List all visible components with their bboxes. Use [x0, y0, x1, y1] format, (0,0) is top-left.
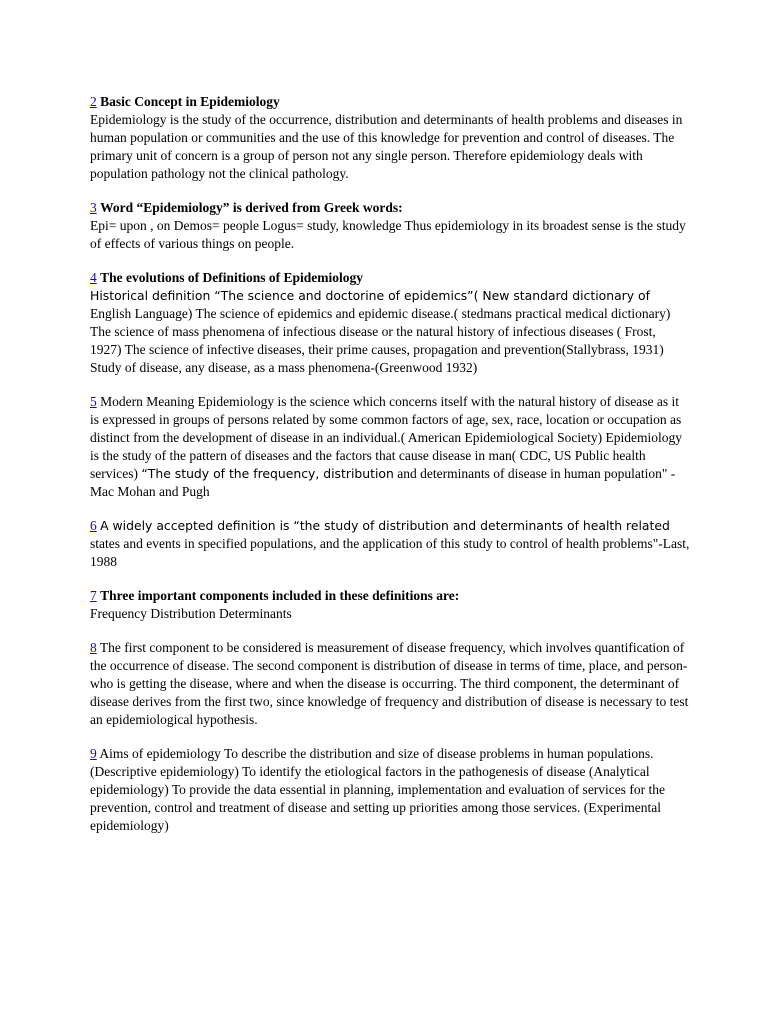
section-body-tail: and determinants of disease in human population" - Mac Mohan and Pugh	[90, 466, 676, 499]
section-body-lead: Historical definition “The science and doctorine of epidemics”( New standard dictionary of	[90, 288, 650, 303]
section-body	[90, 745, 690, 835]
section-body-lead: Aims of epidemiology To describe the distribution and size of disease problems in human populations. (Descriptive epidemiology) To identify the etiological factors in the pathogenesis of disease (Analytical epidemiology) To provide the data essential in planning, implementation and evaluation of services for the prevention, control and treatment of disease and setting up priorities among those services. (Experimental epidemiology)	[90, 746, 666, 833]
section-heading	[90, 587, 690, 605]
section-title: The evolutions of Definitions of Epidemiology	[100, 270, 364, 285]
section-6	[90, 517, 690, 571]
section-body-lead: A widely accepted definition is “the study of distribution and determinants of health related	[100, 518, 670, 533]
section-number-link[interactable]: 8	[90, 640, 97, 655]
section-body-lead: The first component to be considered is measurement of disease frequency, which involves quantification of the occurrence of disease. The second component is distribution of disease in terms of time, place, and person- who is getting the disease, where and when the disease is occurring. The third component, the determinant of disease derives from the first two, since knowledge of frequency and distribution of disease is necessary to test an epidemiological hypothesis.	[90, 640, 689, 727]
section-heading	[90, 199, 690, 217]
section-body: Epi= upon , on Demos= people Logus= study, knowledge Thus epidemiology in its broadest sense is the study of effects of various things on people.	[90, 218, 686, 251]
section-number-link[interactable]: 2	[90, 94, 97, 109]
section-number-link[interactable]: 6	[90, 518, 97, 533]
section-4	[90, 269, 690, 377]
section-title: Three important components included in these definitions are:	[100, 588, 460, 603]
section-title: Basic Concept in Epidemiology	[100, 94, 280, 109]
section-title: Word “Epidemiology” is derived from Greek words:	[100, 200, 403, 215]
section-heading	[90, 269, 690, 287]
section-body-rest: English Language) The science of epidemics and epidemic disease.( stedmans practical medical dictionary) The science of mass phenomena of infectious disease or the natural history of infectious diseases ( Frost, 1927) The science of infective diseases, their prime causes, propagation and prevention(Stallybrass, 1931) Study of disease, any disease, as a mass phenomena-(Greenwood 1932)	[90, 306, 671, 375]
document-page	[90, 93, 690, 851]
section-2	[90, 93, 690, 183]
section-body	[90, 639, 690, 729]
section-number-link[interactable]: 7	[90, 588, 97, 603]
section-body: Frequency Distribution Determinants	[90, 606, 292, 621]
section-body-lead: Modern Meaning Epidemiology is the science which concerns itself with the natural history of disease as it is expressed in groups of persons related by some common factors of age, sex, race, location or occupation as distinct from the development of disease in an individual.( American Epidemiological Society) Epidemiology is the study of the pattern of diseases and the factors that cause disease in man( CDC, US Public health services)	[90, 394, 682, 481]
section-heading	[90, 93, 690, 111]
section-body: Epidemiology is the study of the occurrence, distribution and determinants of health problems and diseases in human population or communities and the use of this knowledge for prevention and control of diseases. The primary unit of concern is a group of person not any single person. Therefore epidemiology deals with population pathology not the clinical pathology.	[90, 112, 683, 181]
section-3	[90, 199, 690, 253]
section-body	[90, 287, 690, 377]
section-body-quote: “The study of the frequency, distribution	[141, 466, 394, 481]
section-number-link[interactable]: 3	[90, 200, 97, 215]
section-number-link[interactable]: 9	[90, 746, 97, 761]
section-8	[90, 639, 690, 729]
section-body-rest: states and events in specified populations, and the application of this study to control of health problems"-Last, 1988	[90, 536, 690, 569]
section-7	[90, 587, 690, 623]
section-body	[90, 393, 690, 501]
section-body	[90, 517, 690, 571]
section-9	[90, 745, 690, 835]
section-5	[90, 393, 690, 501]
section-number-link[interactable]: 5	[90, 394, 97, 409]
section-number-link[interactable]: 4	[90, 270, 97, 285]
